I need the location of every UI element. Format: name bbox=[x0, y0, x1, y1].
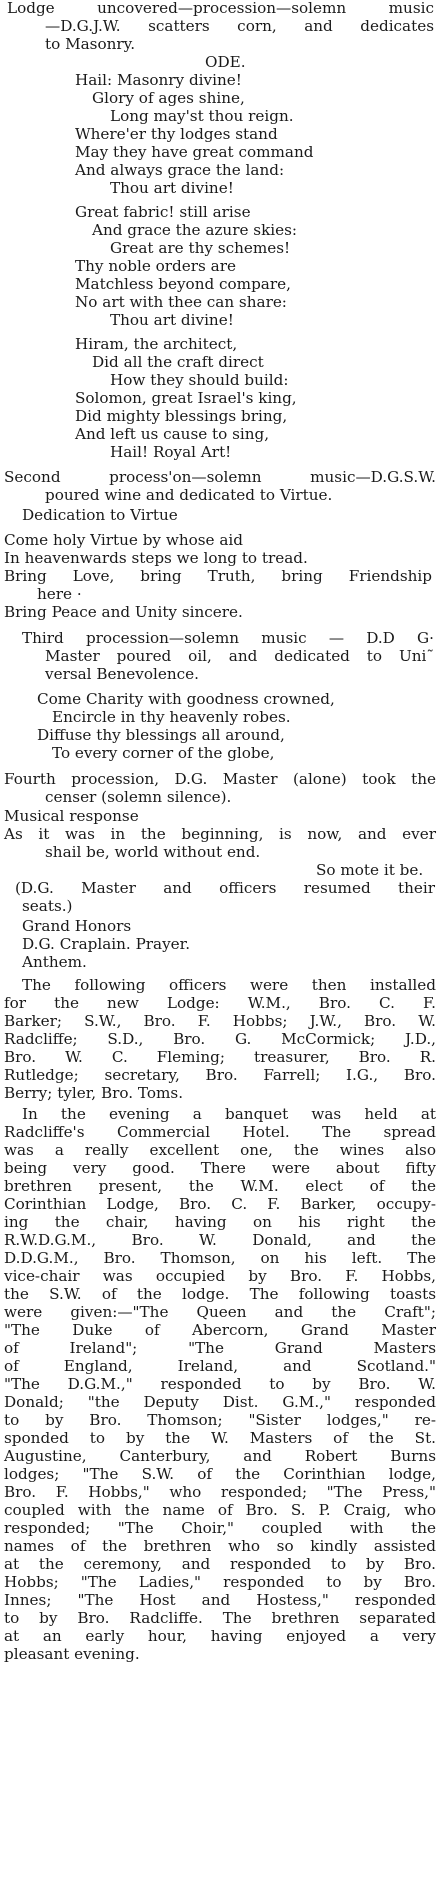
verse-line: And grace the azure skies: bbox=[92, 221, 298, 239]
verse-line: Glory of ages shine, bbox=[92, 89, 245, 107]
ode-heading: ODE. bbox=[205, 53, 246, 71]
text-line: shail be, world without end. bbox=[45, 843, 261, 861]
verse-line: Did mighty blessings bring, bbox=[75, 407, 288, 425]
section-heading: Musical response bbox=[4, 807, 139, 825]
text-line: at the ceremony, and responded to by Bro. bbox=[4, 1555, 436, 1573]
text-line: Augustine, Canterbury, and Robert Burns bbox=[4, 1447, 436, 1465]
text-line: Lodge uncovered—procession—solemn music bbox=[7, 0, 434, 17]
text-line: versal Benevolence. bbox=[45, 665, 199, 683]
text-line: Hobbs; "The Ladies," responded to by Bro. bbox=[4, 1573, 436, 1591]
verse-line: Great fabric! still arise bbox=[75, 203, 251, 221]
text-line: Anthem. bbox=[22, 953, 87, 971]
section-heading: Grand Honors bbox=[22, 917, 132, 935]
text-line: to by Bro. Thomson; "Sister lodges," re- bbox=[4, 1411, 436, 1429]
text-line: Bring Love, bring Truth, bring Friendship bbox=[4, 567, 432, 585]
text-line: Donald; "the Deputy Dist. G.M.," responded bbox=[4, 1393, 436, 1411]
text-line: Berry; tyler, Bro. Toms. bbox=[4, 1084, 184, 1102]
verse-line: How they should build: bbox=[110, 371, 289, 389]
verse-line: Thou art divine! bbox=[110, 311, 234, 329]
text-line: censer (solemn silence). bbox=[45, 788, 232, 806]
verse-line: Did all the craft direct bbox=[92, 353, 264, 371]
text-line: for the new Lodge: W.M., Bro. C. F. bbox=[4, 994, 436, 1012]
verse-line: May they have great command bbox=[75, 143, 314, 161]
verse-line: Hail: Masonry divine! bbox=[75, 71, 242, 89]
text-line: Fourth procession, D.G. Master (alone) took the bbox=[4, 770, 436, 788]
verse-line: Thou art divine! bbox=[110, 179, 234, 197]
text-line: was a really excellent one, the wines also bbox=[4, 1141, 436, 1159]
text-line: D.D.G.M., Bro. Thomson, on his left. The bbox=[4, 1249, 436, 1267]
text-line: vice-chair was occupied by Bro. F. Hobbs, bbox=[4, 1267, 436, 1285]
text-line: —D.G.J.W. scatters corn, and dedicates bbox=[45, 17, 434, 35]
text-line: Come holy Virtue by whose aid bbox=[4, 531, 243, 549]
verse-line: And left us cause to sing, bbox=[75, 425, 270, 443]
text-line: responded; "The Choir," coupled with the bbox=[4, 1519, 436, 1537]
text-line: In the evening a banquet was held at bbox=[22, 1105, 436, 1123]
text-line: of Ireland"; "The Grand Masters bbox=[4, 1339, 436, 1357]
text-line: Corinthian Lodge, Bro. C. F. Barker, occupy- bbox=[4, 1195, 436, 1213]
text-line: The following officers were then installed bbox=[22, 976, 436, 994]
verse-line: Matchless beyond compare, bbox=[75, 275, 291, 293]
text-line: being very good. There were about fifty bbox=[4, 1159, 436, 1177]
text-line: were given:—"The Queen and the Craft"; bbox=[4, 1303, 436, 1321]
verse-line: Great are thy schemes! bbox=[110, 239, 291, 257]
text-line: Bring Peace and Unity sincere. bbox=[4, 603, 243, 621]
text-line: Rutledge; secretary, Bro. Farrell; I.G., Bro. bbox=[4, 1066, 436, 1084]
text-line: to by Bro. Radcliffe. The brethren separated bbox=[4, 1609, 436, 1627]
text-line: pleasant evening. bbox=[4, 1645, 140, 1663]
text-line: Bro. W. C. Fleming; treasurer, Bro. R. bbox=[4, 1048, 436, 1066]
text-line: "The D.G.M.," responded to by Bro. W. bbox=[4, 1375, 436, 1393]
text-line: brethren present, the W.M. elect of the bbox=[4, 1177, 436, 1195]
verse-line: Hail! Royal Art! bbox=[110, 443, 232, 461]
text-line: Second process'on—solemn music—D.G.S.W. bbox=[4, 468, 436, 486]
text-line: In heavenwards steps we long to tread. bbox=[4, 549, 308, 567]
text-line: here · bbox=[37, 585, 82, 603]
text-line: of England, Ireland, and Scotland." bbox=[4, 1357, 436, 1375]
text-line: ing the chair, having on his right the bbox=[4, 1213, 436, 1231]
verse-line: No art with thee can share: bbox=[75, 293, 287, 311]
text-line: seats.) bbox=[22, 897, 73, 915]
text-line: Radcliffe; S.D., Bro. G. McCormick; J.D., bbox=[4, 1030, 436, 1048]
text-line: lodges; "The S.W. of the Corinthian lodge, bbox=[4, 1465, 436, 1483]
text-line: Third procession—solemn music — D.D G· bbox=[22, 629, 434, 647]
text-line: at an early hour, having enjoyed a very bbox=[4, 1627, 436, 1645]
text-line: D.G. Craplain. Prayer. bbox=[22, 935, 191, 953]
verse-line: Thy noble orders are bbox=[75, 257, 236, 275]
text-line: So mote it be. bbox=[316, 861, 424, 879]
verse-line: Long may'st thou reign. bbox=[110, 107, 294, 125]
verse-line: Where'er thy lodges stand bbox=[75, 125, 278, 143]
verse-line: To every corner of the globe, bbox=[52, 744, 275, 762]
verse-line: Hiram, the architect, bbox=[75, 335, 238, 353]
text-line: the S.W. of the lodge. The following toasts bbox=[4, 1285, 436, 1303]
text-line: Barker; S.W., Bro. F. Hobbs; J.W., Bro. W. bbox=[4, 1012, 436, 1030]
verse-line: And always grace the land: bbox=[75, 161, 285, 179]
text-line: As it was in the beginning, is now, and ever bbox=[4, 825, 436, 843]
verse-line: Come Charity with goodness crowned, bbox=[37, 690, 335, 708]
text-line: Master poured oil, and dedicated to Uni˜ bbox=[45, 647, 434, 665]
text-line: Innes; "The Host and Hostess," responded bbox=[4, 1591, 436, 1609]
text-line: R.W.D.G.M., Bro. W. Donald, and the bbox=[4, 1231, 436, 1249]
text-line: Radcliffe's Commercial Hotel. The spread bbox=[4, 1123, 436, 1141]
verse-line: Encircle in thy heavenly robes. bbox=[52, 708, 291, 726]
text-line: coupled with the name of Bro. S. P. Craig, who bbox=[4, 1501, 436, 1519]
text-line: Bro. F. Hobbs," who responded; "The Press," bbox=[4, 1483, 436, 1501]
verse-line: Solomon, great Israel's king, bbox=[75, 389, 297, 407]
text-line: (D.G. Master and officers resumed their bbox=[15, 879, 435, 897]
text-line: names of the brethren who so kindly assisted bbox=[4, 1537, 436, 1555]
text-line: sponded to by the W. Masters of the St. bbox=[4, 1429, 436, 1447]
text-line: to Masonry. bbox=[45, 35, 136, 53]
section-heading: Dedication to Virtue bbox=[22, 506, 178, 524]
text-line: "The Duke of Abercorn, Grand Master bbox=[4, 1321, 436, 1339]
text-line: poured wine and dedicated to Virtue. bbox=[45, 486, 333, 504]
verse-line: Diffuse thy blessings all around, bbox=[37, 726, 285, 744]
